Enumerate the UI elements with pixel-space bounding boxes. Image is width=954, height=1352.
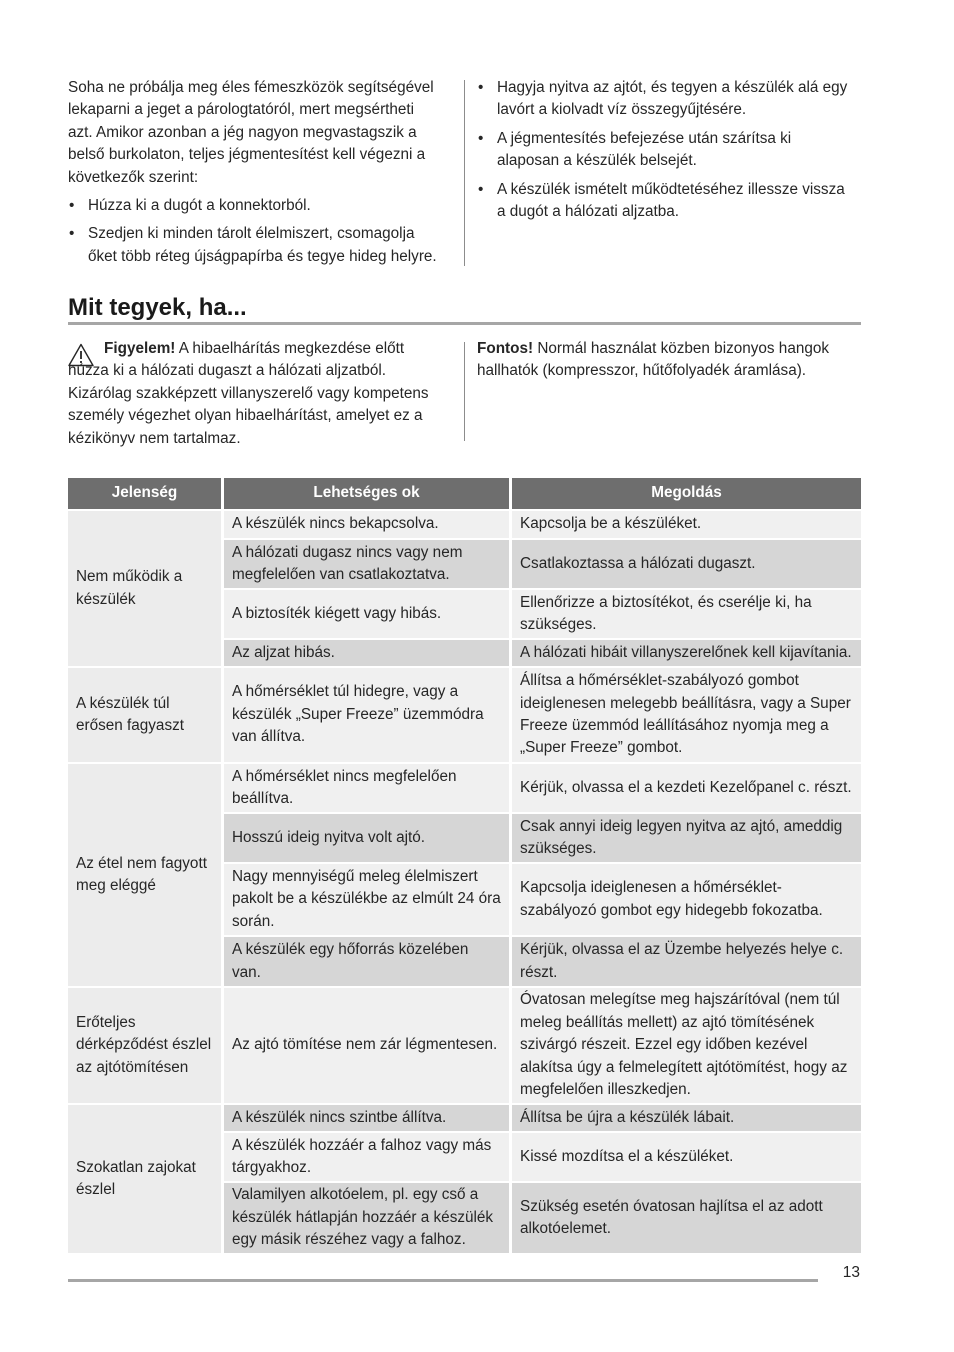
footer-rule [68,1279,818,1282]
cause-cell: A készülék nincs szintbe állítva. [224,1105,512,1133]
solution-cell: Állítsa be újra a készülék lábait. [512,1105,861,1133]
table-row [68,668,861,764]
intro-left-column [68,77,440,274]
symptom-cell: Nem működik a készülék [68,511,224,668]
solution-cell: Kapcsolja be a készüléket. [512,511,861,540]
table-header-row [68,478,861,511]
solution-cell: Csatlakoztassa a hálózati dugaszt. [512,540,861,590]
note-label: Fontos! [477,340,534,357]
note-block [477,338,857,383]
list-item: • A készülék ismételt működtetéséhez illessze vissza a dugót a hálózati aljzatba. [477,179,857,224]
symptom-cell: A készülék túl erősen fagyaszt [68,668,224,764]
cause-cell: A hálózati dugasz nincs vagy nem megfelelően van csatlakoztatva. [224,540,512,590]
table-row [68,511,861,540]
table-row [68,1105,861,1133]
section-title: Mit tegyek, ha... [68,294,247,321]
note-text: Normál használat közben bizonyos hangok hallhatók (kompresszor, hűtőfolyadék áramlása). [477,340,829,380]
list-item: • A jégmentesítés befejezése után szárítsa ki alaposan a készülék belsejét. [477,128,857,173]
list-item: • Húzza ki a dugót a konnektorból. [68,195,440,217]
page-number: 13 [842,1264,860,1281]
section-rule [68,322,861,325]
cause-cell: A hőmérséklet nincs megfelelően beállítva. [224,764,512,814]
intro-right-list [477,77,857,223]
warning-block [68,338,443,450]
solution-cell: Állítsa a hőmérséklet-szabályozó gombot ideiglenesen melegebb beállításra, vagy a Super Freeze üzemmód leállításához nyomja meg a „Super Freeze” gombot. [512,668,861,764]
cause-cell: Nagy mennyiségű meleg élelmiszert pakolt be a készülékbe az elmúlt 24 óra során. [224,864,512,937]
header-symptom: Jelenség [68,478,224,511]
solution-cell: Kérjük, olvassa el az Üzembe helyezés helye c. részt. [512,937,861,988]
cause-cell: A készülék hozzáér a falhoz vagy más tárgyakhoz. [224,1133,512,1183]
intro-right-column [477,77,857,229]
intro-paragraph: Soha ne próbálja meg éles fémeszközök segítségével lekaparni a jeget a párologtatóról, mert megsértheti azt. Amikor azonban a jég nagyon megvastagszik a belső burkolaton, teljes jégmentesítést kell végezni a következők szerint: [68,79,434,186]
table-row [68,988,861,1105]
solution-cell: Kissé mozdítsa el a készüléket. [512,1133,861,1183]
solution-cell: Szükség esetén óvatosan hajlítsa el az adott alkotóelemet. [512,1183,861,1255]
symptom-cell: Szokatlan zajokat észlel [68,1105,224,1255]
solution-cell: Kapcsolja ideiglenesen a hőmérséklet-szabályozó gombot egy hidegebb fokozatba. [512,864,861,937]
symptom-cell: Az étel nem fagyott meg eléggé [68,764,224,988]
header-cause: Lehetséges ok [224,478,512,511]
column-divider [464,80,465,266]
list-item: • Szedjen ki minden tárolt élelmiszert, csomagolja őket több réteg újságpapírba és tegye hideg helyre. [68,223,440,268]
column-divider [464,342,465,441]
intro-left-list [68,195,440,268]
cause-cell: Az aljzat hibás. [224,640,512,668]
list-item: • Hagyja nyitva az ajtót, és tegyen a készülék alá egy lavórt a kiolvadt víz összegyűjtésére. [477,77,857,122]
table-row [68,764,861,814]
solution-cell: Óvatosan melegítse meg hajszárítóval (nem túl meleg beállítás mellett) az ajtó tömítésének szivárgó részeit. Ezzel egy időben kezével alakítsa úgy a felmelegített ajtótömítést, hogy az megfelelően illeszkedjen. [512,988,861,1105]
cause-cell: Hosszú ideig nyitva volt ajtó. [224,814,512,864]
header-solution: Megoldás [512,478,861,511]
solution-cell: Csak annyi ideig legyen nyitva az ajtó, ameddig szükséges. [512,814,861,864]
cause-cell: A készülék nincs bekapcsolva. [224,511,512,540]
cause-cell: Valamilyen alkotóelem, pl. egy cső a készülék hátlapján hozzáér a készülék egy másik részéhez vagy a falhoz. [224,1183,512,1255]
cause-cell: A készülék egy hőforrás közelében van. [224,937,512,988]
warning-text: A hibaelhárítás megkezdése előtt húzza ki a hálózati dugaszt a hálózati aljzatból. Kizárólag szakképzett villanyszerelő vagy kompetens személy végezhet olyan hibaelhárítást, amelyet ez a kézikönyv nem tartalmaz. [68,340,429,447]
solution-cell: A hálózati hibáit villanyszerelőnek kell kijavítania. [512,640,861,668]
warning-label: Figyelem! [104,340,176,357]
solution-cell: Kérjük, olvassa el a kezdeti Kezelőpanel c. részt. [512,764,861,814]
symptom-cell: Erőteljes dérképződést észlel az ajtótömítésen [68,988,224,1105]
troubleshooting-table [68,478,861,1255]
cause-cell: Az ajtó tömítése nem zár légmentesen. [224,988,512,1105]
solution-cell: Ellenőrizze a biztosítékot, és cserélje ki, ha szükséges. [512,590,861,640]
cause-cell: A biztosíték kiégett vagy hibás. [224,590,512,640]
cause-cell: A hőmérséklet túl hidegre, vagy a készülék „Super Freeze” üzemmódra van állítva. [224,668,512,764]
